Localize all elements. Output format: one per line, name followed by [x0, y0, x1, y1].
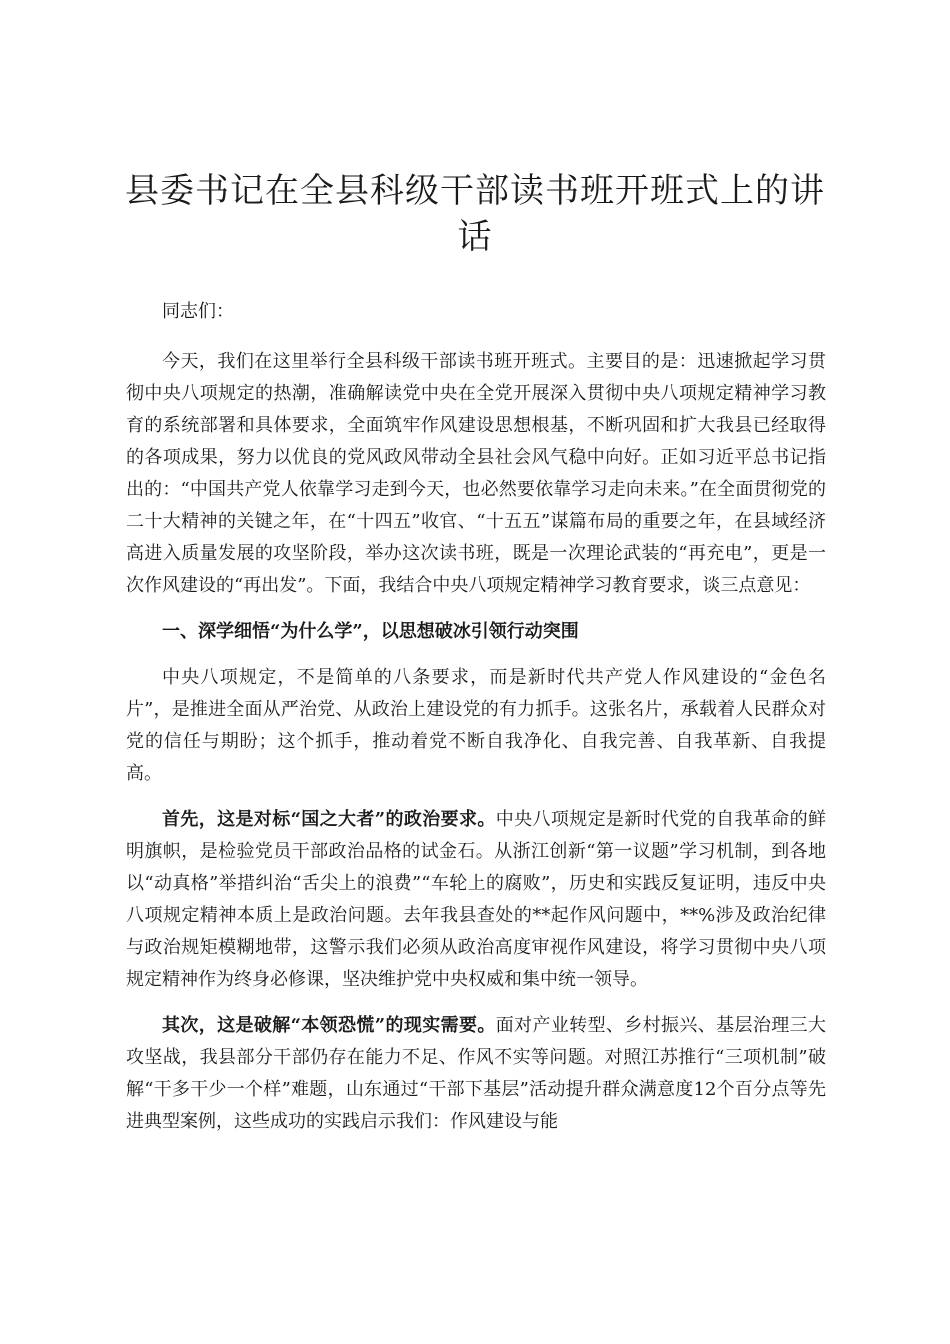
- paragraph-2-lead: 首先，这是对标“国之大者”的政治要求。: [162, 809, 496, 830]
- section-1-paragraph-1: 中央八项规定，不是简单的八条要求，而是新时代共产党人作风建设的“金色名片”，是推进全面从严治党、从政治上建设党的有力抓手。这张名片，承载着人民群众对党的信任与期盼；这个抓手，推动着党不断自我净化、自我完善、自我革新、自我提高。: [126, 667, 826, 784]
- paragraph-2-body: 中央八项规定是新时代党的自我革命的鲜明旗帜，是检验党员干部政治品格的试金石。从浙江创新“第一议题”学习机制，到各地以“动真格”举措纠治“舌尖上的浪费”“车轮上的腐败”，历史和实践反复证明，违反中央八项规定精神本质上是政治问题。去年我县查处的**起作风问题中，**%涉及政治纪律与政治规矩模糊地带，这警示我们必须从政治高度审视作风建设，将学习贯彻中央八项规定精神作为终身必修课，坚决维护党中央权威和集中统一领导。: [126, 809, 826, 990]
- salutation: 同志们：: [162, 301, 234, 322]
- section-1-heading: 一、深学细悟“为什么学”，以思想破冰引领行动突围: [162, 621, 579, 642]
- document-body: [126, 296, 826, 1152]
- section-1-paragraph-3: [126, 1010, 826, 1138]
- section-1-paragraph-2: [126, 804, 826, 996]
- paragraph-3-body: 面对产业转型、乡村振兴、基层治理三大攻坚战，我县部分干部仍存在能力不足、作风不实等问题。对照江苏推行“三项机制”破解“干多干少一个样”难题，山东通过“干部下基层”活动提升群众满意度12个百分点等先进典型案例，这些成功的实践启示我们：作风建设与能: [126, 1015, 826, 1132]
- paragraph-3-lead: 其次，这是破解“本领恐慌”的现实需要。: [162, 1015, 496, 1036]
- intro-paragraph: 今天，我们在这里举行全县科级干部读书班开班式。主要目的是：迅速掀起学习贯彻中央八项规定的热潮，准确解读党中央在全党开展深入贯彻中央八项规定精神学习教育的系统部署和具体要求，全面筑牢作风建设思想根基，不断巩固和扩大我县已经取得的各项成果，努力以优良的党风政风带动全县社会风气稳中向好。正如习近平总书记指出的：“中国共产党人依靠学习走到今天，也必然要依靠学习走向未来。”在全面贯彻党的二十大精神的关键之年，在“十四五”收官、“十五五”谋篇布局的重要之年，在县域经济高进入质量发展的攻坚阶段，举办这次读书班，既是一次理论武装的“再充电”，更是一次作风建设的“再出发”。下面，我结合中央八项规定精神学习教育要求，谈三点意见：: [126, 351, 826, 596]
- document-title: 县委书记在全县科级干部读书班开班式上的讲话: [125, 171, 825, 257]
